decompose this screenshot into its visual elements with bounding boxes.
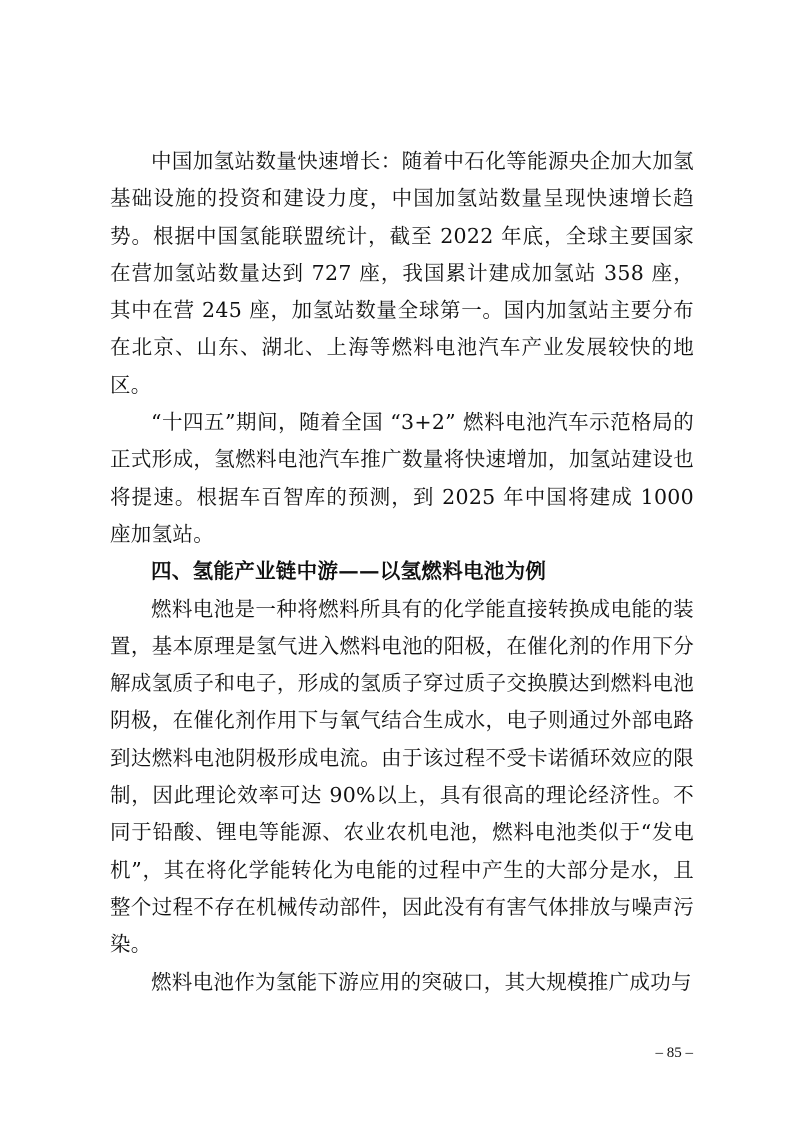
- paragraph-fuel-cell-breakthrough: 燃料电池作为氢能下游应用的突破口，其大规模推广成功与: [151, 969, 692, 994]
- paragraph-hydrogen-stations: 中国加氢站数量快速增长：随着中石化等能源央企加大加氢基础设施的投资和建设力度，中国加氢站数量呈现快速增长趋势。根据中国氢能联盟统计，截至 2022 年底，全球主要国家在营加氢站数量达到 727 座，我国累计建成加氢站 358 座，其中在营 245 座，加氢站数量全球第一。国内加氢站主要分布在北京、山东、湖北、上海等燃料电池汽车产业发展较快的地区。: [110, 149, 694, 397]
- section-heading: 四、氢能产业链中游——以氢燃料电池为例: [151, 559, 547, 584]
- paragraph-fourteenth-five-year: “十四五”期间，随着全国 “3+2” 燃料电池汽车示范格局的正式形成，氢燃料电池汽车推广数量将快速增加，加氢站建设也将提速。根据车百智库的预测，到 2025 年中国将建成 1000 座加氢站。: [110, 410, 694, 546]
- document-body: [110, 143, 694, 1001]
- paragraph-fuel-cell-principle: 燃料电池是一种将燃料所具有的化学能直接转换成电能的装置，基本原理是氢气进入燃料电池的阳极，在催化剂的作用下分解成氢质子和电子，形成的氢质子穿过质子交换膜达到燃料电池阴极，在催化剂作用下与氧气结合生成水，电子则通过外部电路到达燃料电池阴极形成电流。由于该过程不受卡诺循环效应的限制，因此理论效率可达 90%以上，具有很高的理论经济性。不同于铅酸、锂电等能源、农业农机电池，燃料电池类似于“发电机”，其在将化学能转化为电能的过程中产生的大部分是水，且整个过程不存在机械传动部件，因此没有有害气体排放与噪声污染。: [110, 596, 694, 957]
- page-number: – 85 –: [655, 1045, 693, 1061]
